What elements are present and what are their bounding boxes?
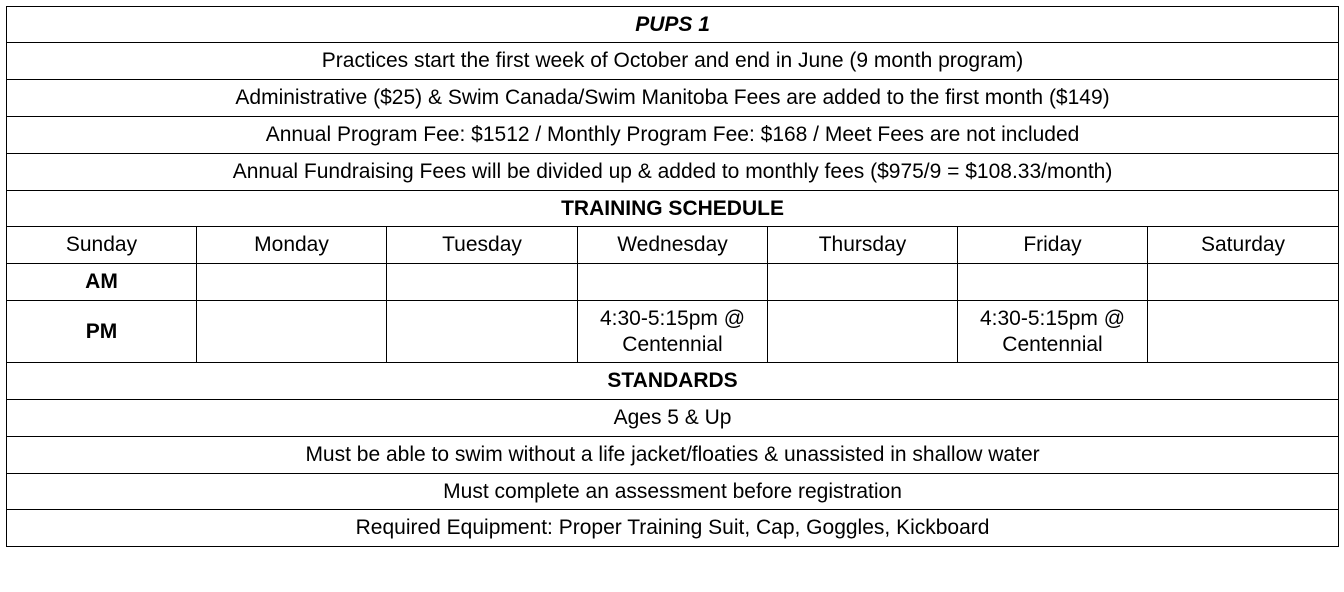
am-thursday-cell xyxy=(768,264,958,301)
title-row xyxy=(7,7,1339,43)
day-friday: Friday xyxy=(958,227,1148,264)
standard-equipment: Required Equipment: Proper Training Suit, Cap, Goggles, Kickboard xyxy=(7,510,1339,547)
standard-assessment: Must complete an assessment before registration xyxy=(7,474,1339,510)
pm-wednesday-cell: 4:30-5:15pm @ Centennial xyxy=(578,301,768,363)
day-sunday: Sunday xyxy=(7,227,197,264)
am-row xyxy=(7,264,1339,301)
pm-monday-cell xyxy=(197,301,387,363)
pm-row xyxy=(7,301,1339,363)
am-label: AM xyxy=(7,264,197,301)
training-schedule-heading: TRAINING SCHEDULE xyxy=(7,191,1339,227)
table-title: PUPS 1 xyxy=(7,7,1339,43)
am-friday-cell xyxy=(958,264,1148,301)
schedule-heading-row xyxy=(7,191,1339,227)
info-row xyxy=(7,154,1339,191)
am-tuesday-cell xyxy=(387,264,578,301)
standards-heading-row xyxy=(7,363,1339,400)
day-thursday: Thursday xyxy=(768,227,958,264)
am-monday-cell xyxy=(197,264,387,301)
info-fundraising-fees: Annual Fundraising Fees will be divided up & added to monthly fees ($975/9 = $108.33/month) xyxy=(7,154,1339,191)
am-wednesday-cell xyxy=(578,264,768,301)
pm-tuesday-cell xyxy=(387,301,578,363)
pm-label: PM xyxy=(7,301,197,363)
pm-saturday-cell xyxy=(1148,301,1339,363)
day-monday: Monday xyxy=(197,227,387,264)
standards-heading: STANDARDS xyxy=(7,363,1339,400)
day-saturday: Saturday xyxy=(1148,227,1339,264)
am-saturday-cell xyxy=(1148,264,1339,301)
day-tuesday: Tuesday xyxy=(387,227,578,264)
pups-1-info-table xyxy=(6,6,1339,547)
standard-row xyxy=(7,510,1339,547)
info-row xyxy=(7,80,1339,117)
day-wednesday: Wednesday xyxy=(578,227,768,264)
standard-age: Ages 5 & Up xyxy=(7,400,1339,437)
standard-row xyxy=(7,437,1339,474)
pm-friday-cell: 4:30-5:15pm @ Centennial xyxy=(958,301,1148,363)
info-practices: Practices start the first week of October and end in June (9 month program) xyxy=(7,43,1339,80)
info-row xyxy=(7,43,1339,80)
standard-row xyxy=(7,474,1339,510)
info-admin-fees: Administrative ($25) & Swim Canada/Swim Manitoba Fees are added to the first month ($149) xyxy=(7,80,1339,117)
days-row xyxy=(7,227,1339,264)
info-program-fee: Annual Program Fee: $1512 / Monthly Program Fee: $168 / Meet Fees are not included xyxy=(7,117,1339,154)
info-row xyxy=(7,117,1339,154)
pm-thursday-cell xyxy=(768,301,958,363)
standard-row xyxy=(7,400,1339,437)
standard-swim-ability: Must be able to swim without a life jacket/floaties & unassisted in shallow water xyxy=(7,437,1339,474)
